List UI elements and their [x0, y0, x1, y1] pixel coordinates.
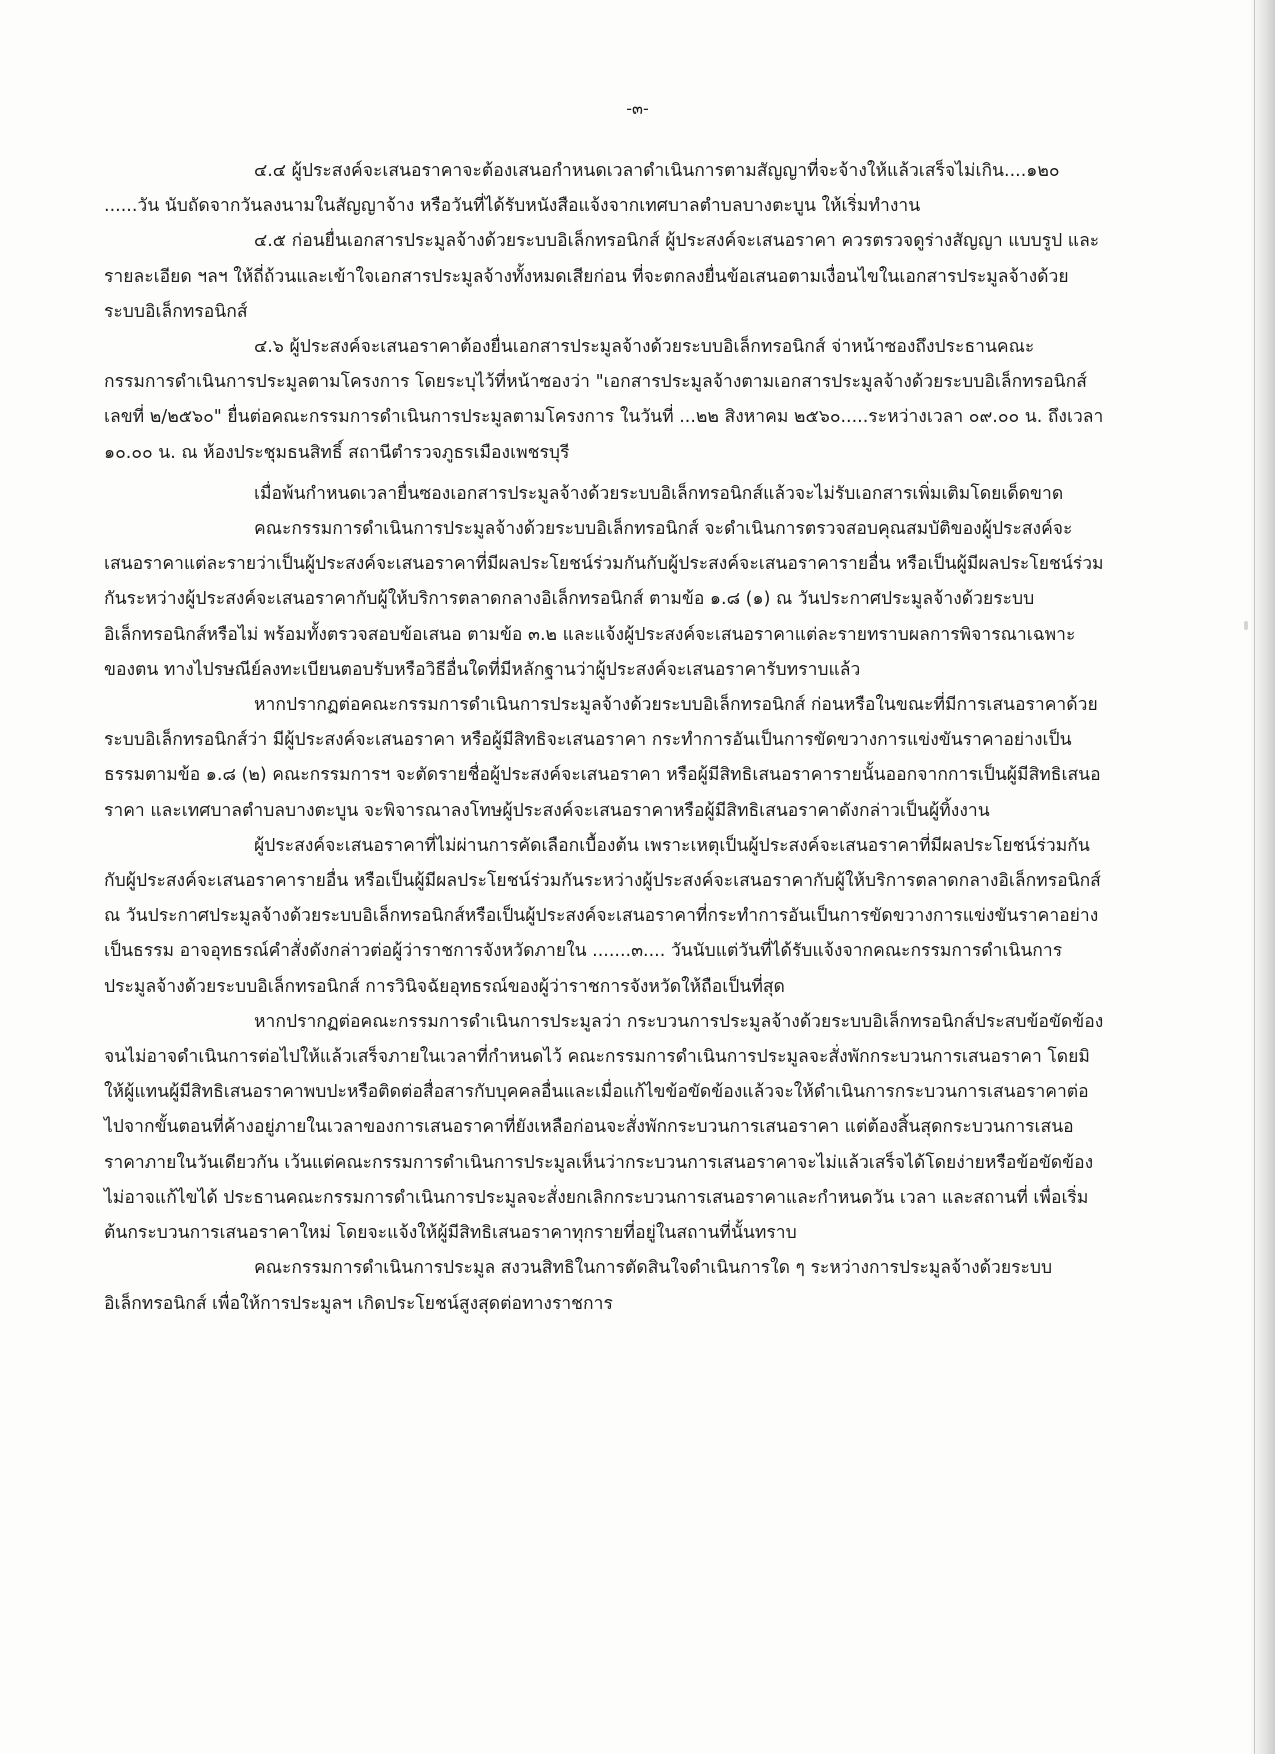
page-number: -๓-: [626, 99, 649, 118]
paragraph-late-submission: เมื่อพ้นกำหนดเวลายื่นซองเอกสารประมูลจ้างด้วยระบบอิเล็กทรอนิกส์แล้วจะไม่รับเอกสารเพิ่มเติมโดยเด็ดขาด: [254, 483, 1064, 504]
paragraph-appeal: ผู้ประสงค์จะเสนอราคาที่ไม่ผ่านการคัดเลือกเบื้องต้น เพราะเหตุเป็นผู้ประสงค์จะเสนอราคาที่มีผลประโยชน์ร่วมกันกับผู้ประสงค์จะเสนอราคารายอื่น หรือเป็นผู้มีผลประโยชน์ร่วมกันระหว่างผู้ประสงค์จะเสนอราคากับผู้ให้บริการตลาดกลางอิเล็กทรอนิกส์ ณ วันประกาศประมูลจ้างด้วยระบบอิเล็กทรอนิกส์หรือเป็นผู้ประสงค์จะเสนอราคาที่กระทำการอันเป็นการขัดขวางการแข่งขันราคาอย่างเป็นธรรม อาจอุทธรณ์คำสั่งดังกล่าวต่อผู้ว่าราชการจังหวัดภายใน .......๓.... วันนับแต่วันที่ได้รับแจ้งจากคณะกรรมการดำเนินการประมูลจ้างด้วยระบบอิเล็กทรอนิกส์ การวินิจฉัยอุทธรณ์ของผู้ว่าราชการจังหวัดให้ถือเป็นที่สุด: [104, 835, 1101, 997]
paragraph-obstruction: หากปรากฏต่อคณะกรรมการดำเนินการประมูลจ้างด้วยระบบอิเล็กทรอนิกส์ ก่อนหรือในขณะที่มีการเสนอราคาด้วยระบบอิเล็กทรอนิกส์ว่า มีผู้ประสงค์จะเสนอราคา หรือผู้มีสิทธิจะเสนอราคา กระทำการอันเป็นการขัดขวางการแข่งขันราคาอย่างเป็นธรรมตามข้อ ๑.๘ (๒) คณะกรรมการฯ จะตัดรายชื่อผู้ประสงค์จะเสนอราคา หรือผู้มีสิทธิเสนอราคารายนั้นออกจากการเป็นผู้มีสิทธิเสนอราคา และเทศบาลตำบลบางตะบูน จะพิจารณาลงโทษผู้ประสงค์จะเสนอราคาหรือผู้มีสิทธิเสนอราคาดังกล่าวเป็นผู้ทิ้งงาน: [104, 695, 1101, 821]
scan-speck: [1244, 621, 1248, 630]
paragraph-reserved-rights: คณะกรรมการดำเนินการประมูล สงวนสิทธิในการตัดสินใจดำเนินการใด ๆ ระหว่างการประมูลจ้างด้วยระบบอิเล็กทรอนิกส์ เพื่อให้การประมูลฯ เกิดประโยชน์สูงสุดต่อทางราชการ: [104, 1258, 1053, 1314]
paragraph-4-6: ๔.๖ ผู้ประสงค์จะเสนอราคาต้องยื่นเอกสารประมูลจ้างด้วยระบบอิเล็กทรอนิกส์ จ่าหน้าซองถึงประธานคณะกรรมการดำเนินการประมูลตามโครงการ โดยระบุไว้ที่หน้าซองว่า "เอกสารประมูลจ้างตามเอกสารประมูลจ้างด้วยระบบอิเล็กทรอนิกส์ เลขที่ ๒/๒๕๖๐" ยื่นต่อคณะกรรมการดำเนินการประมูลตามโครงการ ในวันที่ ...๒๒ สิงหาคม ๒๕๖๐.....ระหว่างเวลา ๐๙.๐๐ น. ถึงเวลา ๑๐.๐๐ น. ณ ห้องประชุมธนสิทธิ์ สถานีตำรวจภูธรเมืองเพชรบุรี: [104, 337, 1104, 463]
paragraph-4-4: ๔.๔ ผู้ประสงค์จะเสนอราคาจะต้องเสนอกำหนดเวลาดำเนินการตามสัญญาที่จะจ้างให้แล้วเสร็จไม่เกิน....๑๒๐ ......วัน นับถัดจากวันลงนามในสัญญาจ้าง หรือวันที่ได้รับหนังสือแจ้งจากเทศบาลตำบลบางตะบูน ให้เริ่มทำงาน: [104, 161, 1060, 217]
document-body: [104, 154, 1104, 1322]
page-edge-line: [1254, 0, 1255, 1754]
paragraph-4-5: ๔.๕ ก่อนยื่นเอกสารประมูลจ้างด้วยระบบอิเล็กทรอนิกส์ ผู้ประสงค์จะเสนอราคา ควรตรวจดูร่างสัญญา แบบรูป และรายละเอียด ฯลฯ ให้ถี่ถ้วนและเข้าใจเอกสารประมูลจ้างทั้งหมดเสียก่อน ที่จะตกลงยื่นข้อเสนอตามเงื่อนไขในเอกสารประมูลจ้างด้วยระบบอิเล็กทรอนิกส์: [104, 231, 1100, 322]
paragraph-process-interruption: หากปรากฏต่อคณะกรรมการดำเนินการประมูลว่า กระบวนการประมูลจ้างด้วยระบบอิเล็กทรอนิกส์ประสบข้อขัดข้อง จนไม่อาจดำเนินการต่อไปให้แล้วเสร็จภายในเวลาที่กำหนดไว้ คณะกรรมการดำเนินการประมูลจะสั่งพักกระบวนการเสนอราคา โดยมิให้ผู้แทนผู้มีสิทธิเสนอราคาพบปะหรือติดต่อสื่อสารกับบุคคลอื่นและเมื่อแก้ไขข้อขัดข้องแล้วจะให้ดำเนินการกระบวนการเสนอราคาต่อไปจากขั้นตอนที่ค้างอยู่ภายในเวลาของการเสนอราคาที่ยังเหลือก่อนจะสั่งพักกระบวนการเสนอราคา แต่ต้องสิ้นสุดกระบวนการเสนอราคาภายในวันเดียวกัน เว้นแต่คณะกรรมการดำเนินการประมูลเห็นว่ากระบวนการเสนอราคาจะไม่แล้วเสร็จได้โดยง่ายหรือข้อขัดข้องไม่อาจแก้ไขได้ ประธานคณะกรรมการดำเนินการประมูลจะสั่งยกเลิกกระบวนการเสนอราคาและกำหนดวัน เวลา และสถานที่ เพื่อเริ่มต้นกระบวนการเสนอราคาใหม่ โดยจะแจ้งให้ผู้มีสิทธิเสนอราคาทุกรายที่อยู่ในสถานที่นั้นทราบ: [104, 1011, 1104, 1244]
page-edge-shadow: [1249, 0, 1275, 1754]
paragraph-qualification-check: คณะกรรมการดำเนินการประมูลจ้างด้วยระบบอิเล็กทรอนิกส์ จะดำเนินการตรวจสอบคุณสมบัติของผู้ประสงค์จะเสนอราคาแต่ละรายว่าเป็นผู้ประสงค์จะเสนอราคาที่มีผลประโยชน์ร่วมกันกับผู้ประสงค์จะเสนอราคารายอื่น หรือเป็นผู้มีผลประโยชน์ร่วมกันระหว่างผู้ประสงค์จะเสนอราคากับผู้ให้บริการตลาดกลางอิเล็กทรอนิกส์ ตามข้อ ๑.๘ (๑) ณ วันประกาศประมูลจ้างด้วยระบบอิเล็กทรอนิกส์หรือไม่ พร้อมทั้งตรวจสอบข้อเสนอ ตามข้อ ๓.๒ และแจ้งผู้ประสงค์จะเสนอราคาแต่ละรายทราบผลการพิจารณาเฉพาะของตน ทางไปรษณีย์ลงทะเบียนตอบรับหรือวิธีอื่นใดที่มีหลักฐานว่าผู้ประสงค์จะเสนอราคารับทราบแล้ว: [104, 519, 1104, 680]
